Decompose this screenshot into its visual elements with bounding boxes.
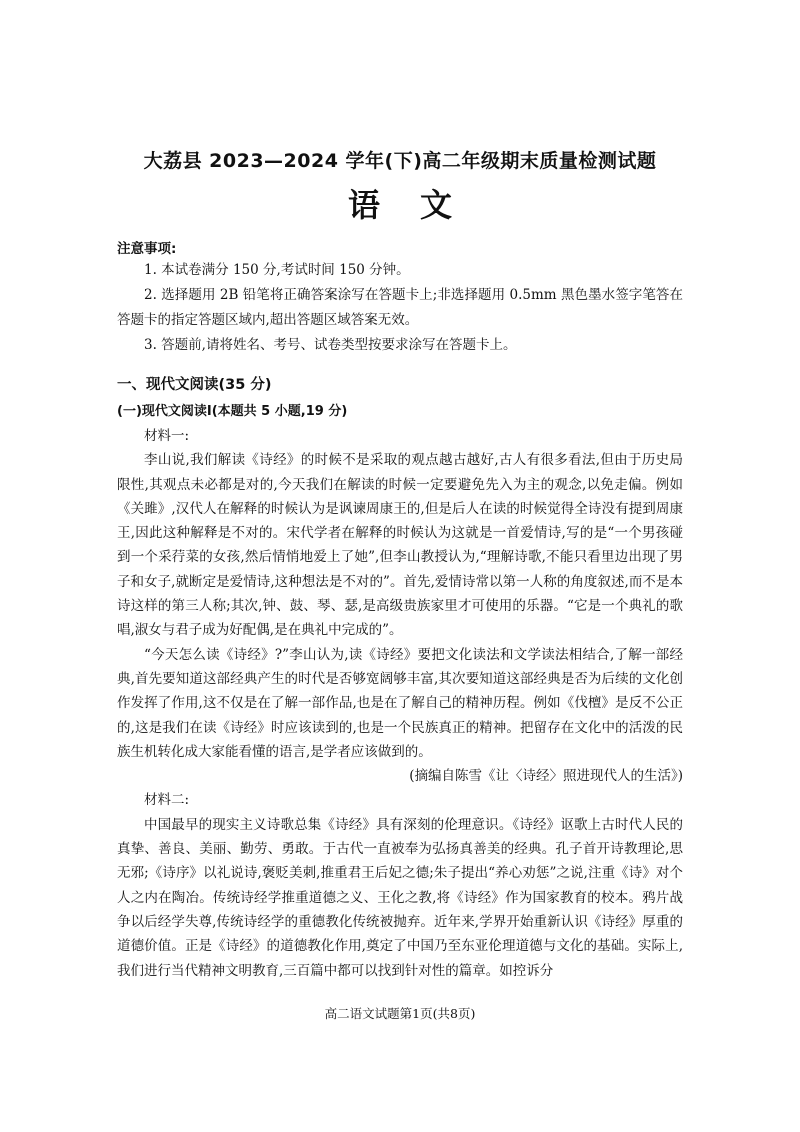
material2-label: 材料二: <box>144 792 190 809</box>
exam-title: 大荔县 2023—2024 学年(下)高二年级期末质量检测试题 <box>143 150 657 172</box>
subsection-heading: (一)现代文阅读Ⅰ(本题共 5 小题,19 分) <box>117 404 348 419</box>
material2-paragraph: 中国最早的现实主义诗歌总集《诗经》具有深刻的伦理意识。《诗经》讴歌上古时代人民的真挚、善良、美丽、勤劳、勇敢。于古代一直被奉为弘扬真善美的经典。孔子首开诗教理论,思无邪;《诗序》以礼说诗,褒贬美刺,推重君王后妃之德;朱子提出“养心劝惩”之说,注重《诗》对个人之内在陶冶。传统诗经学推重道德之义、王化之教,将《诗经》作为国家教育的校本。鸦片战争以后经学失尊,传统诗经学的重德教化传统被抛弃。近年来,学界开始重新认识《诗经》厚重的道德价值。正是《诗经》的道德教化作用,奠定了中国乃至东亚伦理道德与文化的基础。实际上,我们进行当代精神文明教育,三百篇中都可以找到针对性的篇章。如控诉分 <box>117 816 683 979</box>
subject-title: 语文 <box>347 186 492 224</box>
material1-label: 材料一: <box>144 428 190 444</box>
note-item: 1. 本试卷满分 150 分,考试时间 150 分钟。 <box>144 262 410 278</box>
section-heading: 一、现代文阅读(35 分) <box>117 377 272 393</box>
notes-list <box>117 258 683 358</box>
notes-title: 注意事项: <box>117 241 177 257</box>
material1-paragraph: 李山说,我们解读《诗经》的时候不是采取的观点越古越好,古人有很多看法,但由于历史局限性,其观点未必都是对的,今天我们在解读的时候一定要避免先入为主的观念,以免走偏。例如《关雎》,汉代人在解释的时候认为是讽谏周康王的,但是后人在读的时候觉得全诗没有提到周康王,因此这种解释是不对的。宋代学者在解释的时候认为这就是一首爱情诗,写的是“一个男孩碰到一个采荇菜的女孩,然后情悄地爱上了她”,但李山教授认为,“理解诗歌,不能只看里边出现了男子和女子,就断定是爱情诗,这种想法是不对的”。首先,爱情诗常以第一人称的角度叙述,而不是本诗这样的第三人称;其次,钟、鼓、琴、瑟,是高级贵族家里才可使用的乐器。“它是一个典礼的歌唱,淑女与君子成为好配偶,是在典礼中完成的”。 <box>117 452 683 639</box>
material1-paragraph: “今天怎么读《诗经》?”李山认为,读《诗经》要把文化读法和文学读法相结合,了解一部经典,首先要知道这部经典产生的时代是否够宽阔够丰富,其次要知道这部经典是否为后续的文化创作发挥了作用,这不仅是在了解一部作品,也是在了解自己的精神历程。例如《伐檀》是反不公正的,这是我们在读《诗经》时应该读到的,也是一个民族真正的精神。把留存在文化中的活泼的民族生机转化成大家能看懂的语言,是学者应该做到的。 <box>117 646 683 760</box>
material1-source: (摘编自陈雪《让〈诗经〉照进现代人的生活》) <box>409 768 683 785</box>
page-footer: 高二语文试题第1页(共8页) <box>324 1006 476 1021</box>
note-item: 2. 选择题用 2B 铅笔将正确答案涂写在答题卡上;非选择题用 0.5mm 黑色墨水签字笔答在答题卡的指定答题区域内,超出答题区域答案无效。 <box>117 287 683 328</box>
note-item: 3. 答题前,请将姓名、考号、试卷类型按要求涂写在答题卡上。 <box>144 337 517 353</box>
reading-material <box>117 424 683 983</box>
